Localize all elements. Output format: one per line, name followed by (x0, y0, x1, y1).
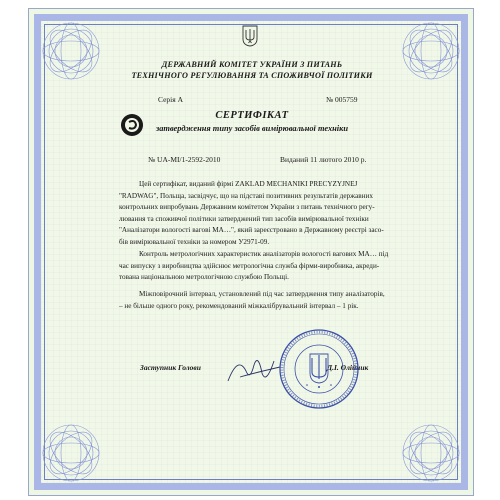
guilloche-rosette-icon (39, 421, 103, 485)
certificate-sheet (28, 8, 474, 496)
signatory-position: Заступник Голови (140, 363, 201, 372)
body-line: час випуску з виробництва здійснює метрологічна служба фірми-виробника, акреди- (119, 261, 380, 270)
series-number: № 005759 (326, 95, 358, 104)
body-line: контрольних випробувань Державним комітетом України з питань технічного регу- (119, 203, 375, 212)
registration-number: № UA-MI/1-2592-2010 (148, 155, 221, 164)
paragraph-1 (119, 179, 415, 249)
committee-line-1: ДЕРЖАВНИЙ КОМІТЕТ УКРАЇНИ З ПИТАНЬ (161, 60, 343, 69)
body-line: – не більше одного року, рекомендований міжкалібрувальний інтервал – 1 рік. (119, 301, 359, 310)
body-line: "RADWAG", Польща, засвідчує, що на підставі позитивних результатів державних (119, 191, 373, 200)
trident-icon (242, 25, 258, 47)
handwritten-signature-icon (224, 351, 284, 389)
body-line: тована національною метрологічною службою Польщі. (119, 273, 289, 282)
paragraph-2 (119, 249, 415, 284)
body-line: бів вимірювальної техніки за номером У2971-09. (119, 237, 270, 246)
signatory-name: Д.І. Олійник (327, 363, 369, 372)
certificate-subtitle: затвердження типу засобів вимірювальної техніки (155, 124, 349, 133)
certificate-title: СЕРТИФІКАТ (215, 110, 289, 121)
committee-line-2: ТЕХНІЧНОГО РЕГУЛЮВАННЯ ТА СПОЖИВЧОЇ ПОЛІТИКИ (131, 71, 373, 80)
body-line: "Аналізатори вологості вагові МА…", який зареєстровано в Державному реєстрі засо- (119, 226, 384, 235)
issue-date: Виданий 11 лютого 2010 р. (280, 155, 367, 164)
body-line: лювання та споживчої політики затверджений тип засобів вимірювальної техніки (119, 214, 369, 223)
body-line: Цей сертифікат, виданий фірмі ZAKLAD MECHANIKI PRECYZYJNEJ (139, 180, 358, 188)
guilloche-rosette-icon (399, 421, 463, 485)
body-line: Контроль метрологічних характеристик аналізаторів вологості вагових МА… під (139, 250, 389, 258)
paragraph-3 (119, 289, 415, 312)
series-label: Серія А (158, 95, 183, 104)
body-line: Міжповірочний інтервал, установлений під час затвердження типу аналізаторів, (139, 290, 385, 298)
official-seal-icon (277, 327, 361, 411)
